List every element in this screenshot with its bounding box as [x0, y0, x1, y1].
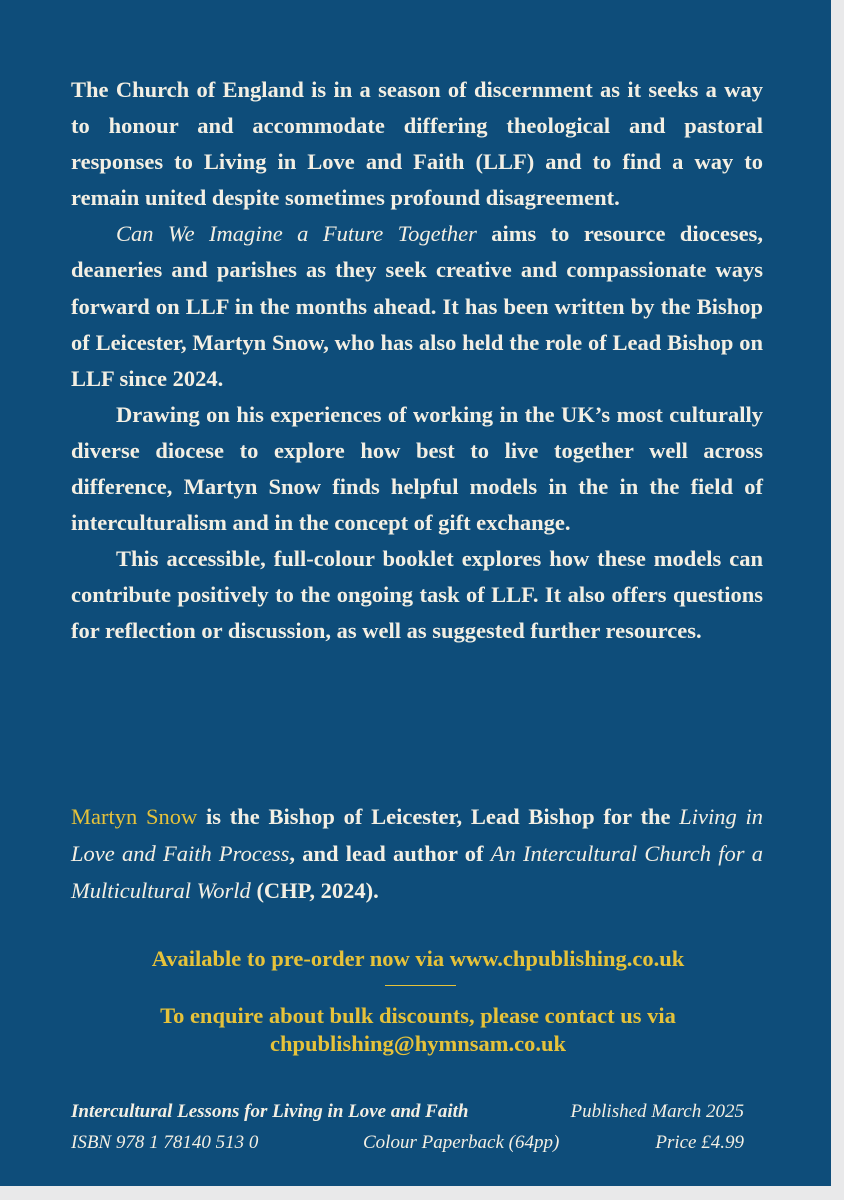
contact-email[interactable]: chpublishing@hymnsam.co.uk — [269, 1031, 567, 1056]
bulk-discount-contact — [60, 1002, 776, 1058]
book-format: Colour Paperback (64pp) — [363, 1132, 560, 1153]
page-edge-bottom — [0, 1186, 844, 1200]
page-edge-right — [831, 0, 844, 1200]
section-divider — [385, 985, 456, 986]
preorder-line[interactable]: Available to pre-order now via www.chpublishing.co.uk — [151, 946, 685, 971]
bulk-discount-text: To enquire about bulk discounts, please contact us via — [160, 1003, 676, 1028]
description-paragraph-2-text: aims to resource dioceses, deaneries and parishes as they seek creative and compassionate ways forward on LLF in the months ahead. It has been written by the Bishop of Leicester, Martyn Snow, who has also held the role of Lead Bishop on LLF since 2024. — [71, 221, 763, 391]
book-description — [71, 72, 763, 650]
publication-date: Published March 2025 — [570, 1101, 744, 1122]
description-paragraph-4: This accessible, full-colour booklet explores how these models can contribute positively to the ongoing task of LLF. It also offers questions for reflection or discussion, as well as suggested further resources. — [71, 546, 763, 644]
author-bio-text-3: (CHP, 2024). — [250, 878, 379, 903]
description-paragraph-3: Drawing on his experiences of working in the UK’s most culturally diverse diocese to explore how best to live together well across difference, Martyn Snow finds helpful models in the in the field of interculturalism and in the concept of gift exchange. — [71, 401, 763, 536]
isbn: ISBN 978 1 78140 513 0 — [71, 1132, 259, 1153]
previous-book-title: An Intercultural Church for a Multicultural World — [71, 841, 763, 903]
book-subtitle: Intercultural Lessons for Living in Love and Faith — [71, 1101, 469, 1122]
author-name: Martyn Snow — [71, 804, 198, 829]
author-bio-text-2: , and lead author of — [289, 841, 491, 866]
price: Price £4.99 — [655, 1132, 744, 1153]
author-bio — [71, 798, 763, 909]
process-title: Living in Love and Faith Process — [71, 804, 763, 866]
description-paragraph-1: The Church of England is in a season of discernment as it seeks a way to honour and accommodate differing theological and pastoral responses to Living in Love and Faith (LLF) and to find a way to remain united despite sometimes profound disagreement. — [71, 77, 763, 211]
author-bio-text-1: is the Bishop of Leicester, Lead Bishop for the — [197, 804, 680, 829]
book-title-italic: Can We Imagine a Future Together — [116, 221, 477, 247]
description-paragraph-2 — [71, 216, 763, 396]
